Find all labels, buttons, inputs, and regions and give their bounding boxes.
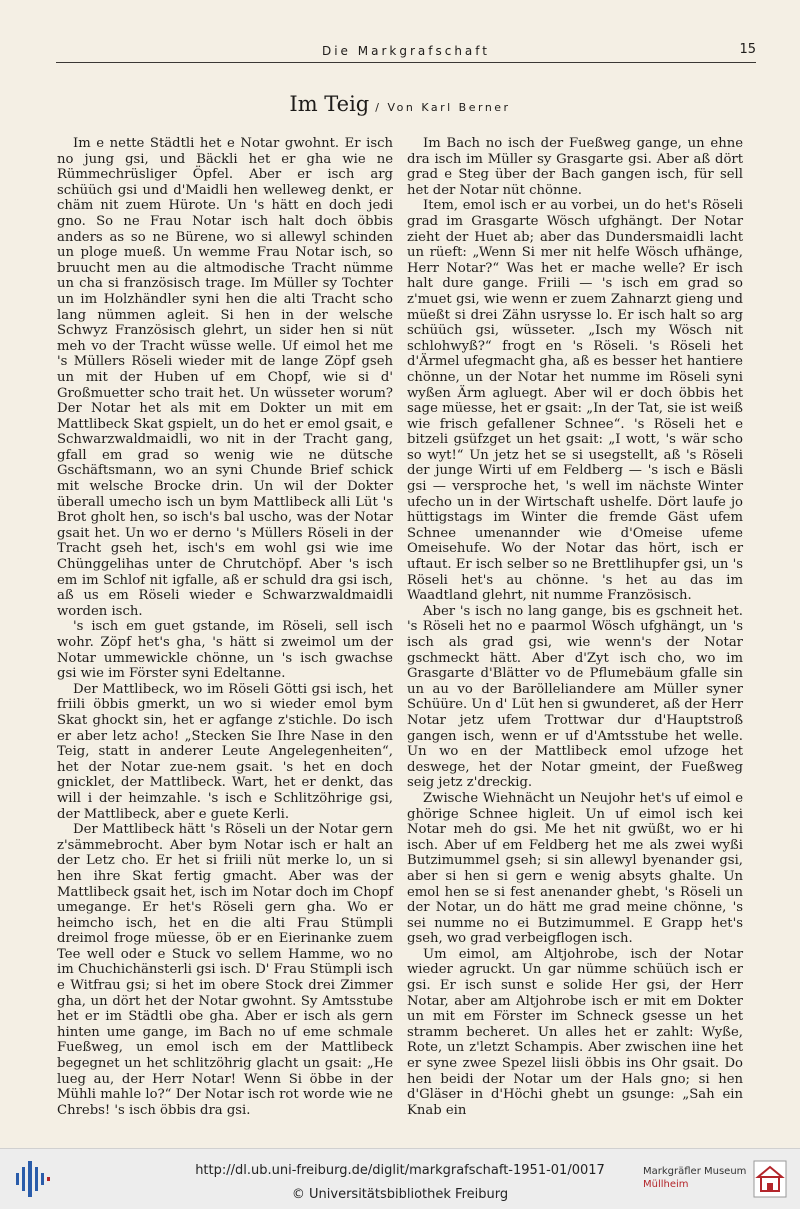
paragraph: 's isch em guet gstande, im Röseli, sell isch wohr. Zöpf het's gha, 's hätt si zweimol um der Notar ummewickle chönne, un 's isch gwachse gsi wie im Förster syni Edeltanne. [57,619,393,682]
paragraph: Aber 's isch no lang gange, bis es gschneit het. 's Röseli het no e paarmol Wösch ufghängt, un 's isch als grad gsi, wie wenn's der Notar gschmeckt hätt. Aber d'Zyt isch cho, wo im Grasgarte d'Blätter vo de Pflumebäum gfalle sin un au vo der Barölleliandere am Müller syner Schüüre. Un d' Lüt hen si gwunderet, aß der Herr Notar jetz ufem Trottwar dur d'Hauptstroß gangen isch, wenn er uf d'Amtsstube het welle. Un wo en der Mattlibeck emol ufzoge het deswege, het der Notar gmeint, der Fueßweg seig jetz z'dreckig. [407,603,743,791]
museum-city: Müllheim [643,1179,689,1190]
source-url-link[interactable]: http://dl.ub.uni-freiburg.de/diglit/markgrafschaft-1951-01/0017 [195,1163,605,1178]
copyright-text: © Universitätsbibliothek Freiburg [291,1187,509,1202]
text-column-left [57,136,393,1118]
paragraph: Der Mattlibeck hätt 's Röseli un der Notar gern z'sämmebrocht. Aber bym Notar isch er halt an der Letz cho. Er het si friili nüt merke lo, un si hen ihre Skat fertig gmacht. Aber was der Mattlibeck gsait het, isch im Notar doch im Chopf umegange. Er het's Röseli gern gha. Wo er heimcho isch, het en die alti Frau Stümpli dreimol froge müesse, öb er en Eierinanke zuem Tee well oder e Stuck vo sellem Hamme, wo no im Chuchichänsterli gsi isch. D' Frau Stümpli isch e Witfrau gsi; si het im obere Stock drei Zimmer gha, un dört het der Notar gwohnt. Sy Amtsstube het er im Städtli obe gha. Aber er isch als gern hinten ume gange, im Bach no uf eme schmale Fueßweg, un emol isch em der Mattlibeck begegnet un het schlitzöhrig glacht un gsait: „He lueg au, der Herr Notar! Wenn Si öbbe in der Mühli mahle lo?“ Der Notar isch rot worde wie ne Chrebs! 's isch öbbis dra gsi. [57,822,393,1118]
paragraph: Zwische Wiehnächt un Neujohr het's uf eimol e ghörige Schnee higleit. Un uf eimol isch kei Notar meh do gsi. Me het nit gwüßt, wo er hi isch. Aber uf em Feldberg het me als zwei wyßi Butzimummel gseh; si sin allewyl byenander gsi, aber si hen si gern e wenig absyts ghalte. Un emol hen se si fest anenander ghebt, 's Röseli un der Notar, un do hätt me grad meine chönne, 's sei numme no ei Butzimummel. E Grapp het's gseh, wo grad verbeigflogen isch. [407,790,743,947]
museum-credit [643,1165,746,1191]
paragraph: Im Bach no isch der Fueßweg gange, un ehne dra isch im Müller sy Grasgarte gsi. Aber aß dört grad e Steg über der Bach gangen isch, für sell het der Notar nüt chönne. [407,136,743,198]
text-column-right [407,136,743,1118]
paragraph: Der Mattlibeck, wo im Röseli Götti gsi isch, het friili öbbis gmerkt, un wo si wieder emol bym Skat ghockt sin, het er agfange z'stichle. Do isch er aber letz acho! „Stecken Sie Ihre Nase in den Teig, statt in anderer Leute Angelegenheiten“, het der Notar zue-nem gsait. 's het en doch gnicklet, der Mattlibeck. Wart, het er denkt, das will i der heimzahle. 's isch e Schlitzöhrige gsi, der Mattlibeck, aber e guete Kerli. [57,681,393,822]
article-title: Im Teig [289,92,370,116]
running-title: Die Markgrafschaft [321,44,491,58]
museum-name: Markgräfler Museum [643,1166,747,1177]
page-number: 15 [739,42,756,57]
paragraph: Um eimol, am Altjohrobe, isch der Notar wieder agruckt. Un gar nümme schüüch isch er gsi. Er isch sunst e solide Her gsi, der Herr Notar, aber am Altjohrobe isch er mit em Dokter un mit em Förster im Schneck gsesse un het stramm becheret. Un alles het er zahlt: Wyße, Rote, un z'letzt Schampis. Aber zwischen iine het er syne zwee Spezel liisli öbbis ins Ohr gsait. Do hen beidi der Notar um der Hals gno; si hen d'Gläser in d'Höchi ghebt un gsunge: „Sah ein Knab ein [407,946,743,1118]
paragraph: Im e nette Städtli het e Notar gwohnt. Er isch no jung gsi, und Bäckli het er gha wie ne Rümmechrüsliger Öpfel. Aber er isch arg schüüch gsi und d'Maidli hen welleweg denkt, er chäm nit zuem Hürote. Un 's hätt en doch jedi gno. So ne Frau Notar isch halt doch öbbis anders as so ne Bürene, wo si allewyl schinden un ploge mueß. Un wemme Frau Notar isch, so bruucht men au die altmodische Tracht nümme un cha si französisch trage. Im Müller sy Tochter un im Holzhändler syni hen die alti Tracht scho lang nümmen agleit. Si hen in der welsche Schwyz Französisch glehrt, un sider hen si nüt meh vo der Tracht wüsse welle. Uf eimol het me 's Müllers Röseli wieder mit de lange Zöpf gseh un mit der Huben uf em Chopf, wie si d' Großmuetter scho trait het. Un wüsseter worum? Der Notar het als mit em Dokter un mit em Mattlibeck Skat gspielt, un do het er emol gsait, e Schwarzwaldmaidli, wo nit in der Tracht gang, gfall em grad so wenig wie ne dütsche Gschäftsmann, wo an syni Chunde Brief schick mit welsche Brocke drin. Un wil der Dokter überall umecho isch un bym Mattlibeck alli Lüt 's Brot gholt hen, so isch's bal uscho, was der Notar gsait het. Un wo er derno 's Müllers Röseli in der Tracht gseh het, isch's em wohl gsi wie ime Chünggelihas unter de Chrutchöpf. Aber 's isch em im Schlof nit igfalle, aß er schuld dra gsi isch, aß us em Röseli wieder e Schwarzwaldmaidli worden isch. [57,136,393,619]
viewer-footer [0,1148,800,1209]
paragraph: Item, emol isch er au vorbei, un do het's Röseli grad im Grasgarte Wösch ufghängt. Der Notar zieht der Huet ab; aber das Dundersmaidli lacht un rüeft: „Wenn Si mer nit helfe Wösch ufhänge, Herr Notar?“ Was het er mache welle? Er isch halt dure gange. Friili — 's isch em grad so z'muet gsi, wie wenn er zuem Zahnarzt gieng und müeßt si drei Zähn usrysse lo. Er isch halt so arg schüüch gsi, wüsseter. „Isch my Wösch nit schlohwyß?“ frogt en 's Röseli. 's Röseli het d'Ärmel ufegmacht gha, aß es besser het hantiere chönne, un der Notar het numme im Röseli syni wyßen Ärm agluegt. Aber wil er doch öbbis het sage müesse, het er gsait: „In der Tat, sie ist weiß wie frisch gefallener Schnee“. 's Röseli het e bitzeli gsüfzget un het gsait: „I wott, 's wär scho so wyt!“ Un jetz het se si usegstellt, aß 's Röseli der junge Wirti uf em Feldberg — 's isch e Bäsli gsi — versproche het, 's well im nächste Winter ufecho un in der Wirtschaft ushelfe. Dört laufe jo hüttigstags im Winter die fremde Gäst ufem Schnee umenannder wie d'Omeise ufeme Omeisehufe. Wo der Notar das hört, isch er uftaut. Er isch selber so ne Brettlihupfer gsi, un 's Röseli het's au chönne. 's het au das im Waadtland glehrt, nit numme Französisch. [407,198,743,604]
running-head [56,40,756,63]
article-byline: / Von Karl Berner [375,101,511,114]
museum-building-icon [752,1159,788,1199]
article-header [0,92,800,116]
